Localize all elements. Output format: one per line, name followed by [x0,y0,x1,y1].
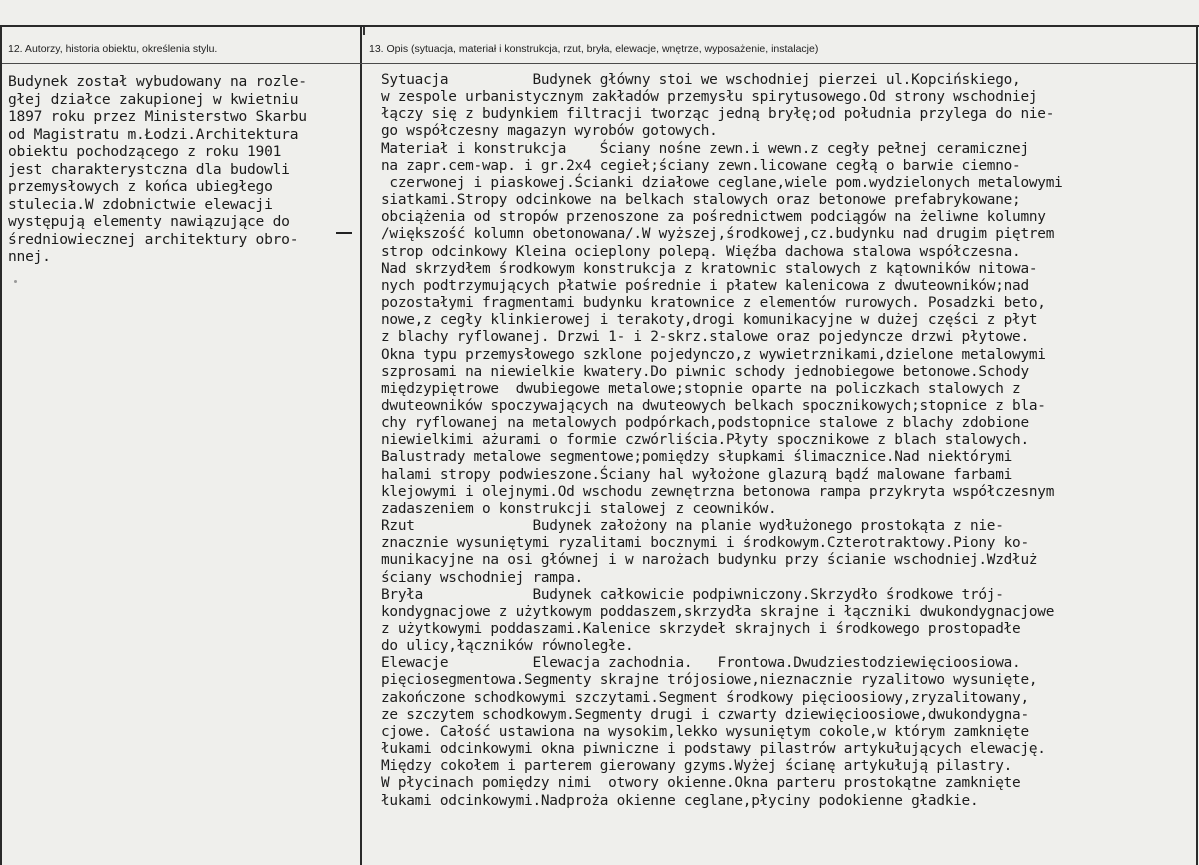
card-left-border [0,25,2,865]
ink-dot [14,280,17,283]
header-rule [2,63,1196,64]
hyphen-mark [336,232,352,234]
description-text: Sytuacja Budynek główny stoi we wschodniej pierzei ul.Kopcińskiego, w zespole urbanistycznym zakładów przemysłu spirytusowego.Od strony wschodniej łączy się z budynkiem filtracji tworząc jedną bryłę;od południa przylega do nie- go współczesny magazyn wyrobów gotowych. Materiał i konstrukcja Ściany nośne zewn.i wewn.z cegły pełnej ceramicznej na zapr.cem-wap. i gr.2x4 cegieł;ściany zewn.licowane cegłą o barwie ciemno- czerwonej i piaskowej.Ścianki działowe ceglane,wiele pom.wydzielonych metalowymi siatkami.Stropy odcinkowe na belkach stalowych oraz betonowe prefabrykowane; obciążenia od stropów przenoszone za pośrednictwem podciągów na żeliwne kolumny /większość kolumn obetonowana/.W wyższej,środkowej,cz.budynku nad drugim piętrem strop odcinkowy Kleina ocieplony polepą. Więźba dachowa stalowa współczesna. Nad skrzydłem środkowym konstrukcja z kratownic stalowych z kątowników nitowa- nych podtrzymujących płatwie pośrednie i płatew kalenicowa z dwuteowników;nad pozostałymi fragmentami budynku kratownice z elementów rurowych. Posadzki beto, nowe,z cegły klinkierowej i terakoty,drogi komunikacyjne w dużej części z płyt z blachy ryflowanej. Drzwi 1- i 2-skrz.stalowe oraz pojedyncze drzwi płytowe. Okna typu przemysłowego szklone pojedynczo,z wywietrznikami,dzielone metalowymi szprosami na niewielkie kwatery.Do piwnic schody jednobiegowe betonowe.Schody międzypiętrowe dwubiegowe metalowe;stopnie oparte na policzkach stalowych z dwuteowników spoczywających na dwuteowych belkach spocznikowych;stopnice z bla- chy ryflowanej na metalowych podpórkach,podstopnice stalowe z blachy zdobione niewielkimi ażurami o formie czwórliścia.Płyty spocznikowe z blach stalowych. Balustrady metalowe segmentowe;pomiędzy słupkami ślimacznice.Nad niektórymi halami stropy podwieszone.Ściany hal wyłożone glazurą bądź malowane farbami klejowymi i olejnymi.Od wschodu zewnętrzna betonowa rampa przykryta współczesnym zadaszeniem o konstrukcji stalowej z ceowników. Rzut Budynek założony na planie wydłużonego prostokąta z nie- znacznie wysuniętymi ryzalitami bocznymi i środkowym.Czterotraktowy.Piony ko- munikacyjne na osi głównej i w narożach budynku przy ścianie wschodniej.Wzdłuż ściany wschodniej rampa. Bryła Budynek całkowicie podpiwniczony.Skrzydło środkowe trój- kondygnacjowe z użytkowym poddaszem,skrzydła skrajne i łączniki dwukondygnacjowe z użytkowymi poddaszami.Kalenice skrzydeł skrajnych i środkowego prostopadłe do ulicy,łączników równoległe. Elewacje Elewacja zachodnia. Frontowa.Dwudziestodziewięcioosiowa. pięciosegmentowa.Segmenty skrajne trójosiowe,nieznacznie ryzalitowo wysunięte, zakończone schodkowymi szczytami.Segment środkowy pięcioosiowy,zryzalitowany, ze szczytem schodkowym.Segmenty drugi i czwarty dziewięcioosiowe,dwukondygna- cjowe. Całość ustawiona na wysokim,lekko wysuniętym cokole,w którym zamknięte łukami odcinkowymi okna piwniczne i podstawy pilastrów artykułujących elewację. Między cokołem i parterem gierowany gzyms.Wyżej ścianę artykułują pilastry. W płycinach pomiędzy nimi otwory okienne.Okna parteru prostokątne zamknięte łukami odcinkowymi.Nadproża okienne ceglane,płyciny podokienne gładkie. [381,72,1063,809]
section-13-heading: 13. Opis (sytuacja, materiał i konstrukcja, rzut, bryła, elewacje, wnętrze, wyposażenie, instalacje) [369,43,819,55]
column-divider [360,27,362,865]
card-top-border [0,25,1199,27]
card-right-border [1196,25,1198,865]
authors-history-text: Budynek został wybudowany na rozle- głej działce zakupionej w kwietniu 1897 roku przez Ministerstwo Skarbu od Magistratu m.Łodzi.Architektura obiektu pochodzącego z roku 1901 jest charakterystczna dla budowli przemysłowych z końca ubiegłego stulecia.W zdobnictwie elewacji występują elementy nawiązujące do średniowiecznej architektury obro- nnej. [8,73,307,265]
divider-tick [363,27,365,35]
section-12-heading: 12. Autorzy, historia obiektu, określenia stylu. [8,43,218,55]
